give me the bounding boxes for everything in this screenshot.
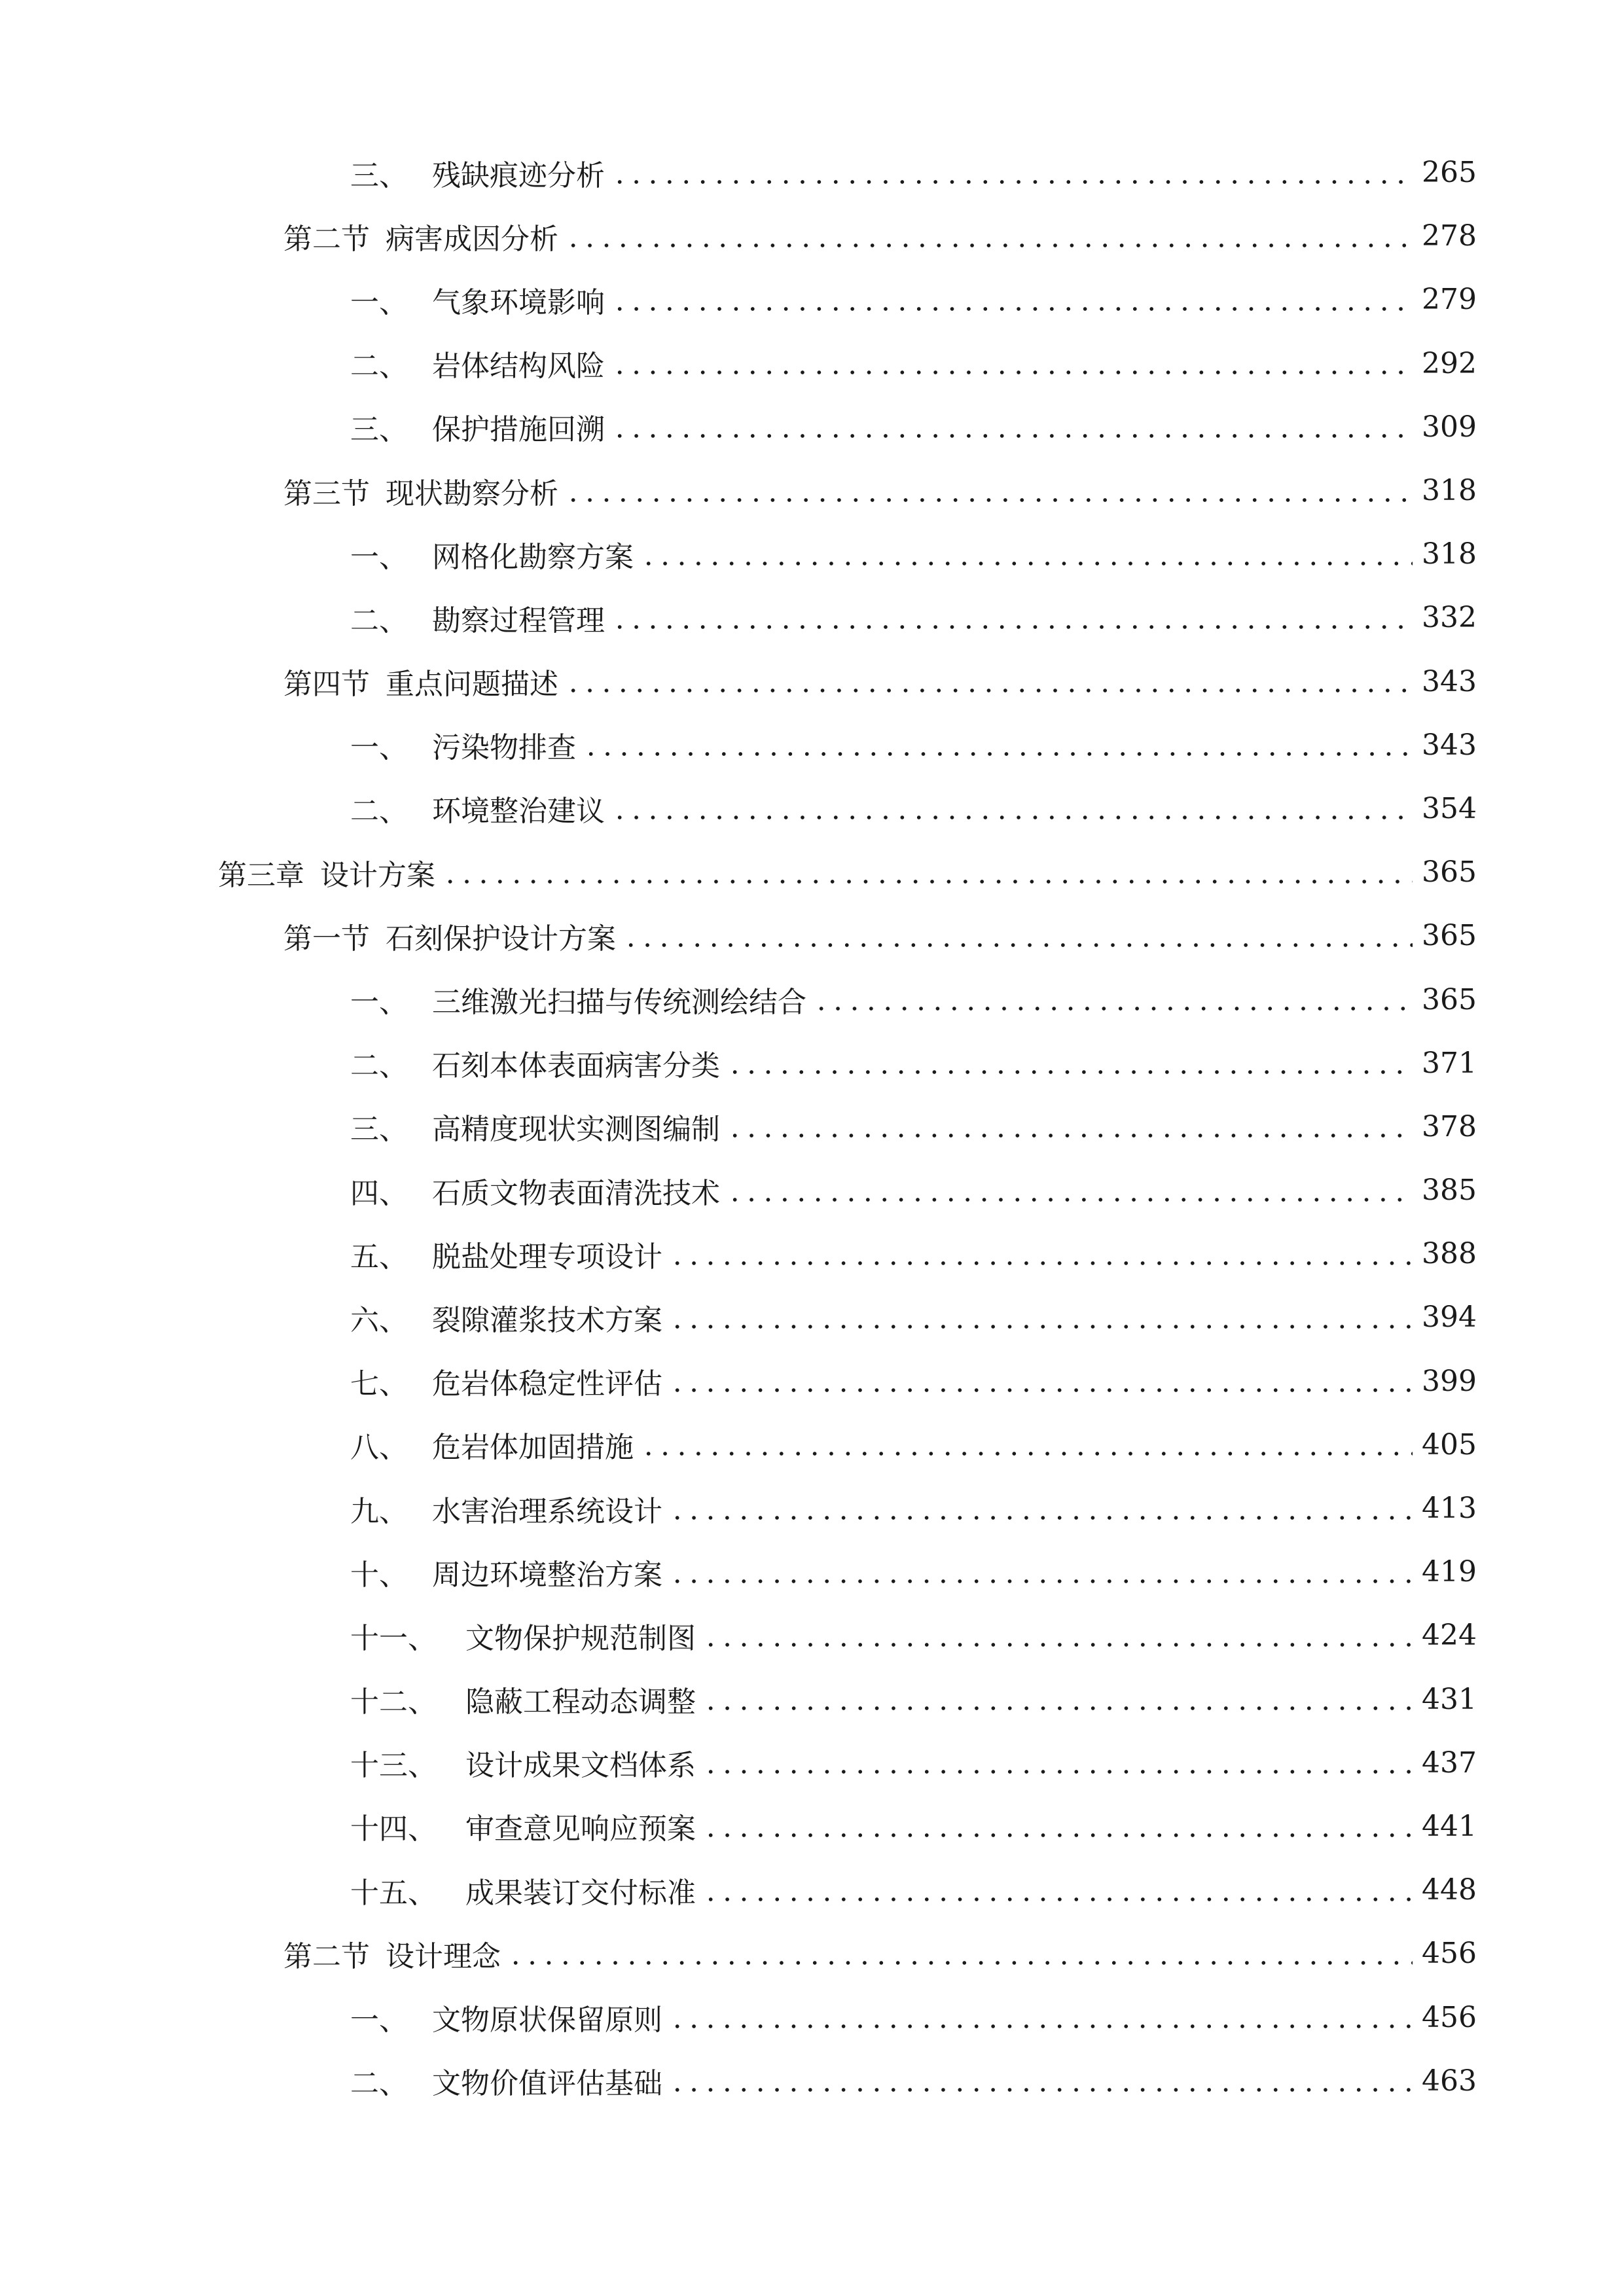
toc-entry[interactable]: [0, 1285, 1624, 1349]
toc-entry-page: 371: [1422, 1046, 1477, 1080]
toc-entry-number: 六、: [350, 1303, 408, 1337]
toc-entry-page: 399: [1422, 1364, 1477, 1398]
toc-entry-page: 332: [1422, 601, 1477, 635]
dot-leader: [669, 1240, 1413, 1268]
toc-entry-number: 十四、: [350, 1812, 437, 1846]
toc-entry-title: 文物价值评估基础: [432, 2067, 662, 2101]
toc-entry[interactable]: [0, 1477, 1624, 1540]
toc-entry-title: 隐蔽工程动态调整: [465, 1685, 696, 1719]
dot-leader: [611, 412, 1413, 441]
toc-entry[interactable]: [0, 840, 1624, 904]
toc-entry-page: 378: [1422, 1109, 1477, 1143]
toc-entry-number: 十五、: [350, 1876, 437, 1910]
toc-entry-title: 审查意见响应预案: [465, 1812, 696, 1846]
toc-entry-number: 一、: [350, 540, 408, 574]
toc-entry-title: 裂隙灌浆技术方案: [432, 1303, 662, 1337]
toc-entry[interactable]: [0, 141, 1624, 204]
toc-entry-number: 二、: [350, 350, 408, 384]
table-of-contents: [0, 141, 1624, 2113]
toc-entry[interactable]: [0, 586, 1624, 649]
toc-entry-title: 设计方案: [320, 858, 435, 892]
toc-entry-page: 365: [1422, 982, 1477, 1016]
toc-entry[interactable]: [0, 268, 1624, 331]
dot-leader: [611, 794, 1413, 823]
toc-entry-title: 高精度现状实测图编制: [432, 1113, 720, 1147]
dot-leader: [565, 476, 1413, 505]
dot-leader: [442, 858, 1413, 887]
toc-entry[interactable]: [0, 204, 1624, 268]
dot-leader: [583, 730, 1413, 759]
toc-entry[interactable]: [0, 1540, 1624, 1604]
dot-leader: [727, 1049, 1413, 1077]
toc-entry-number: 第一节: [283, 922, 370, 956]
toc-entry[interactable]: [0, 1031, 1624, 1095]
toc-entry[interactable]: [0, 332, 1624, 395]
toc-entry-title: 网格化勘察方案: [432, 540, 634, 574]
toc-entry-page: 354: [1422, 791, 1477, 825]
dot-leader: [727, 1176, 1413, 1205]
toc-entry-title: 污染物排查: [432, 731, 576, 765]
toc-entry-page: 318: [1422, 537, 1477, 571]
toc-entry-number: 二、: [350, 603, 408, 637]
toc-entry[interactable]: [0, 650, 1624, 713]
toc-entry-page: 463: [1422, 2064, 1477, 2098]
toc-entry[interactable]: [0, 1095, 1624, 1158]
toc-entry-number: 三、: [350, 158, 408, 192]
toc-entry-page: 441: [1422, 1809, 1477, 1843]
toc-entry-page: 419: [1422, 1555, 1477, 1589]
toc-entry-number: 第二节: [283, 1939, 370, 1973]
toc-entry[interactable]: [0, 1413, 1624, 1477]
dot-leader: [702, 1748, 1413, 1777]
dot-leader: [640, 540, 1413, 569]
toc-entry[interactable]: [0, 1922, 1624, 1985]
toc-entry-title: 危岩体稳定性评估: [432, 1367, 662, 1401]
toc-entry-title: 脱盐处理专项设计: [432, 1240, 662, 1274]
toc-entry-page: 388: [1422, 1237, 1477, 1271]
toc-entry-number: 二、: [350, 2067, 408, 2101]
toc-entry[interactable]: [0, 1350, 1624, 1413]
toc-entry[interactable]: [0, 1858, 1624, 1922]
toc-entry-title: 勘察过程管理: [432, 603, 605, 637]
toc-entry-number: 四、: [350, 1176, 408, 1210]
toc-entry-title: 环境整治建议: [432, 795, 605, 829]
dot-leader: [702, 1685, 1413, 1713]
toc-entry-title: 保护措施回溯: [432, 413, 605, 447]
dot-leader: [565, 667, 1413, 696]
toc-entry[interactable]: [0, 2049, 1624, 2113]
toc-entry-page: 309: [1422, 410, 1477, 444]
toc-entry-title: 病害成因分析: [386, 222, 558, 256]
toc-entry-number: 二、: [350, 1049, 408, 1083]
dot-leader: [813, 985, 1413, 1014]
toc-entry-title: 设计理念: [386, 1939, 501, 1973]
toc-entry-number: 二、: [350, 795, 408, 829]
dot-leader: [669, 1367, 1413, 1395]
toc-entry[interactable]: [0, 713, 1624, 777]
dot-leader: [669, 2066, 1413, 2095]
toc-entry-page: 292: [1422, 346, 1477, 380]
toc-entry-number: 九、: [350, 1494, 408, 1528]
toc-entry[interactable]: [0, 1731, 1624, 1795]
dot-leader: [611, 158, 1413, 187]
toc-entry-number: 三、: [350, 413, 408, 447]
toc-entry-page: 343: [1422, 664, 1477, 698]
toc-entry-number: 第三章: [218, 858, 304, 892]
dot-leader: [669, 1303, 1413, 1332]
toc-entry[interactable]: [0, 1795, 1624, 1858]
toc-entry-number: 第四节: [283, 668, 370, 702]
toc-entry-title: 重点问题描述: [386, 668, 558, 702]
toc-entry-title: 文物原状保留原则: [432, 2003, 662, 2037]
toc-entry-title: 石质文物表面清洗技术: [432, 1176, 720, 1210]
toc-entry[interactable]: [0, 1985, 1624, 2049]
toc-entry-page: 448: [1422, 1873, 1477, 1907]
dot-leader: [623, 922, 1413, 950]
dot-leader: [669, 2003, 1413, 2032]
toc-entry-title: 周边环境整治方案: [432, 1558, 662, 1592]
dot-leader: [565, 222, 1413, 251]
toc-entry-title: 岩体结构风险: [432, 350, 605, 384]
toc-entry-page: 278: [1422, 219, 1477, 253]
toc-entry-number: 十一、: [350, 1621, 437, 1655]
toc-entry-number: 十二、: [350, 1685, 437, 1719]
toc-entry-page: 431: [1422, 1682, 1477, 1716]
toc-entry[interactable]: [0, 777, 1624, 840]
dot-leader: [611, 349, 1413, 378]
toc-entry-page: 437: [1422, 1746, 1477, 1780]
toc-entry-number: 八、: [350, 1431, 408, 1465]
dot-leader: [611, 603, 1413, 632]
toc-entry-page: 365: [1422, 855, 1477, 889]
dot-leader: [702, 1621, 1413, 1650]
toc-entry-title: 设计成果文档体系: [465, 1749, 696, 1783]
toc-entry-title: 石刻保护设计方案: [386, 922, 616, 956]
toc-entry-number: 一、: [350, 731, 408, 765]
toc-entry-title: 三维激光扫描与传统测绘结合: [432, 986, 806, 1020]
toc-entry-page: 385: [1422, 1174, 1477, 1208]
toc-entry-title: 文物保护规范制图: [465, 1621, 696, 1655]
toc-entry[interactable]: [0, 459, 1624, 522]
toc-entry-page: 318: [1422, 474, 1477, 508]
toc-entry-title: 气象环境影响: [432, 285, 605, 319]
toc-entry[interactable]: [0, 1158, 1624, 1222]
toc-entry-number: 一、: [350, 285, 408, 319]
toc-entry[interactable]: [0, 1668, 1624, 1731]
toc-entry-number: 五、: [350, 1240, 408, 1274]
toc-entry-title: 成果装订交付标准: [465, 1876, 696, 1910]
toc-entry[interactable]: [0, 967, 1624, 1031]
toc-entry-title: 残缺痕迹分析: [432, 158, 605, 192]
toc-entry-page: 456: [1422, 1937, 1477, 1971]
toc-entry-number: 十三、: [350, 1749, 437, 1783]
dot-leader: [669, 1558, 1413, 1587]
toc-entry-page: 456: [1422, 2000, 1477, 2034]
toc-entry-number: 一、: [350, 986, 408, 1020]
dot-leader: [611, 285, 1413, 314]
toc-entry-title: 水害治理系统设计: [432, 1494, 662, 1528]
dot-leader: [727, 1112, 1413, 1141]
toc-entry-title: 石刻本体表面病害分类: [432, 1049, 720, 1083]
toc-entry[interactable]: [0, 395, 1624, 459]
toc-entry-number: 七、: [350, 1367, 408, 1401]
dot-leader: [640, 1430, 1413, 1459]
toc-entry[interactable]: [0, 1604, 1624, 1667]
dot-leader: [702, 1876, 1413, 1905]
toc-entry[interactable]: [0, 522, 1624, 586]
toc-entry[interactable]: [0, 1222, 1624, 1285]
toc-entry-title: 现状勘察分析: [386, 476, 558, 511]
toc-entry-page: 394: [1422, 1300, 1477, 1335]
toc-entry-number: 第三节: [283, 476, 370, 511]
toc-entry-page: 265: [1422, 156, 1477, 190]
toc-entry-number: 十、: [350, 1558, 408, 1592]
toc-entry-number: 三、: [350, 1113, 408, 1147]
toc-entry-page: 413: [1422, 1492, 1477, 1526]
toc-entry[interactable]: [0, 904, 1624, 967]
toc-entry-page: 424: [1422, 1619, 1477, 1653]
toc-entry-number: 第二节: [283, 222, 370, 256]
dot-leader: [669, 1494, 1413, 1523]
toc-entry-page: 343: [1422, 728, 1477, 762]
toc-entry-page: 365: [1422, 919, 1477, 953]
toc-entry-title: 危岩体加固措施: [432, 1431, 634, 1465]
dot-leader: [702, 1812, 1413, 1840]
toc-entry-page: 405: [1422, 1427, 1477, 1462]
toc-entry-number: 一、: [350, 2003, 408, 2037]
dot-leader: [507, 1939, 1413, 1968]
toc-entry-page: 279: [1422, 283, 1477, 317]
